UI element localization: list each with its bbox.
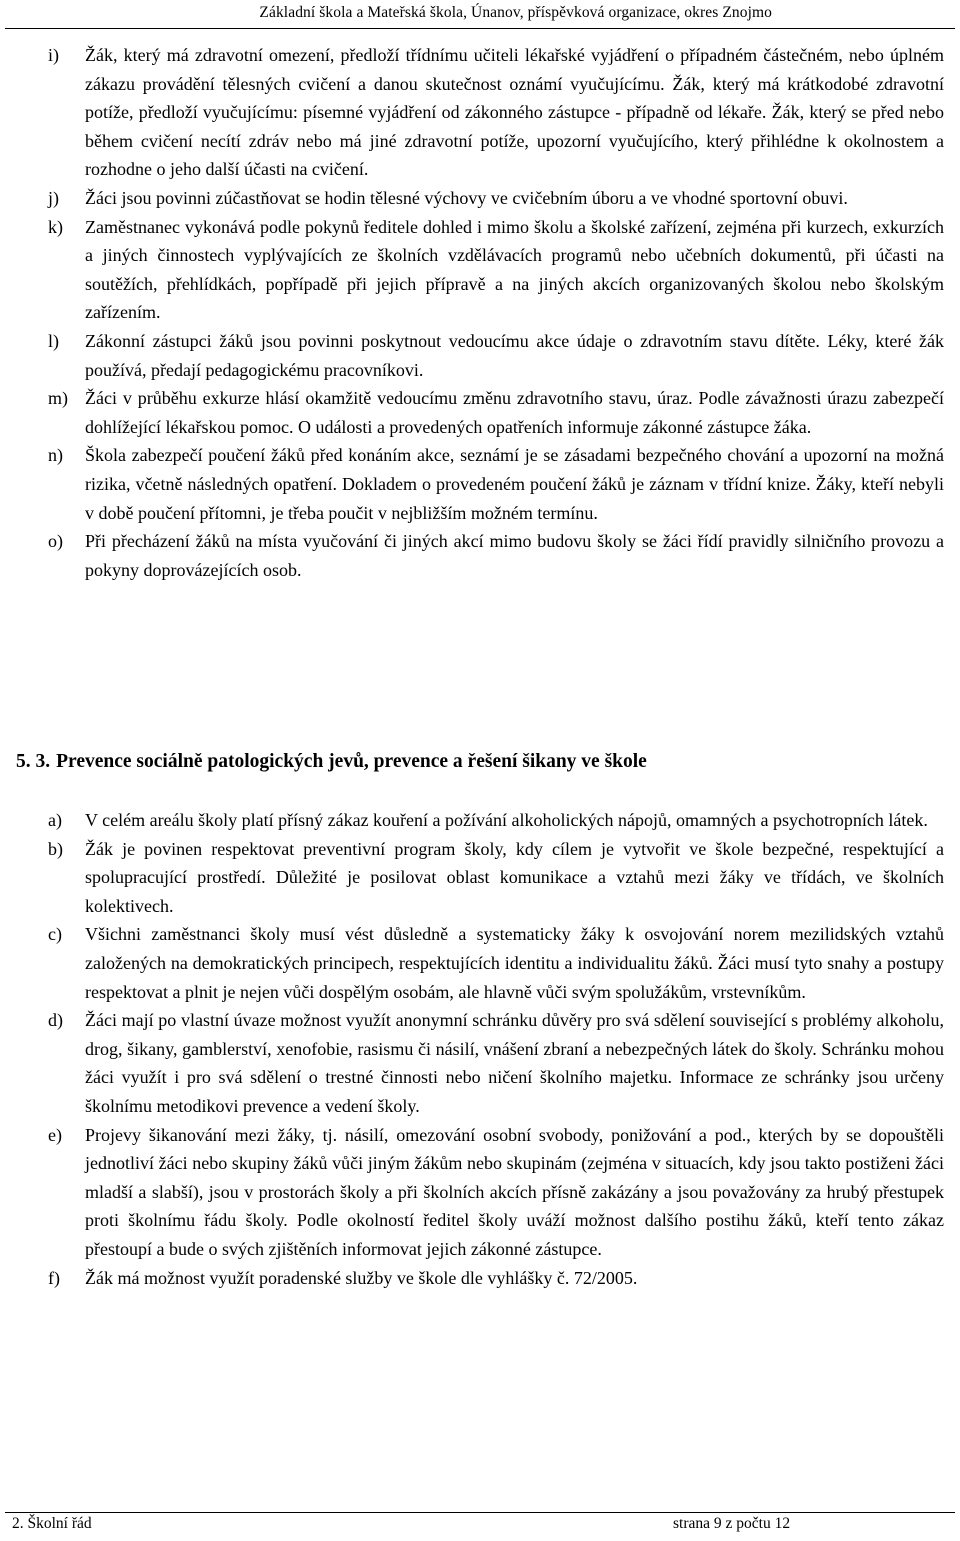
list-item bbox=[48, 327, 944, 384]
list-marker: k) bbox=[48, 216, 63, 237]
list-marker: d) bbox=[48, 1010, 63, 1031]
list-item bbox=[48, 384, 944, 441]
list-item bbox=[48, 1006, 944, 1120]
list-item bbox=[48, 1121, 944, 1264]
list-marker: f) bbox=[48, 1267, 60, 1288]
list-item-text: Žák, který má zdravotní omezení, předloží třídnímu učiteli lékařské vyjádření o případném částečném, nebo úplném zákazu provádění tělesných cvičení a danou skutečnost oznámí vyučujícímu. Žák, který má krátkodobé zdravotní potíže, předloží vyučujícímu: písemné vyjádření od zákonného zástupce - případně od lékaře. Žák, který se před nebo během cvičení necítí zdráv nebo má jiné zdravotní potíže, upozorní vyučujícího, který přihlédne k okolnostem a rozhodne o jeho další účasti na cvičení. bbox=[85, 45, 944, 180]
list-item-text: V celém areálu školy platí přísný zákaz kouření a požívání alkoholických nápojů, omamných a psychotropních látek. bbox=[85, 810, 928, 830]
list-item bbox=[48, 441, 944, 527]
list-marker: m) bbox=[48, 388, 68, 409]
list-item-text: Žáci jsou povinni zúčastňovat se hodin tělesné výchovy ve cvičebním úboru a ve vhodné sportovní obuvi. bbox=[85, 187, 848, 208]
list-item-text: Žák je povinen respektovat preventivní program školy, kdy cílem je vytvořit ve škole bezpečné, respektující a spolupracující prostředí. Důležité je posilovat oblast komunikace a vztahů mezi žáky ve třídách, ve školních kolektivech. bbox=[85, 838, 944, 916]
list-item bbox=[48, 835, 944, 921]
footer-document-title: 2. Školní řád bbox=[12, 1515, 92, 1532]
section-number: 5. 3. bbox=[16, 751, 51, 772]
list-item bbox=[48, 920, 944, 1006]
section-title: Prevence sociálně patologických jevů, prevence a řešení šikany ve škole bbox=[56, 751, 647, 772]
list-marker: n) bbox=[48, 445, 63, 466]
list-marker: c) bbox=[48, 924, 62, 945]
list-item bbox=[48, 1264, 944, 1293]
list-item-text: Projevy šikanování mezi žáky, tj. násilí, omezování osobní svobody, ponižování a pod., kterých by se dopouštěli jednotliví žáci nebo skupiny žáků vůči jiným žákům nebo skupinám (zejména v situacích, kdy jsou takto postiženi žáci mladší a slabší), jsou v prostorách školy a při školních akcích přísně zakázány a jsou považovány za hrubý přestupek proti školnímu řádu školy. Podle okolností ředitel školy uváží možnost dalšího postihu žáků, kteří tento zákaz přestoupí a bude o svých zjištěních informovat jejich zákonné zástupce. bbox=[85, 1124, 944, 1259]
list-item-text: Žáci v průběhu exkurze hlásí okamžitě vedoucímu změnu zdravotního stavu, úraz. Podle závažnosti úrazu zabezpečí dohlížející lékařskou pomoc. O události a provedených opatřeních informuje zákonné zástupce žáka. bbox=[85, 388, 944, 437]
list-item-text: Žáci mají po vlastní úvaze možnost využít anonymní schránku důvěry pro svá sdělení související s problémy alkoholu, drog, šikany, gamblerství, xenofobie, rasismu či násilí, vnášení zbraní a nebezpečných látek do školy. Schránku mohou žáci využít i pro svá sdělení o trestné činnosti nebo ničení školního majetku. Informace ze schránky jsou určeny školnímu metodikovi prevence a vedení školy. bbox=[85, 1010, 944, 1116]
list-item bbox=[48, 184, 944, 213]
list-item bbox=[48, 41, 944, 184]
list-marker: o) bbox=[48, 531, 63, 552]
section-heading bbox=[16, 751, 647, 773]
list-item-text: Zákonní zástupci žáků jsou povinni poskytnout vedoucímu akce údaje o zdravotním stavu dítěte. Léky, které žák používá, předají pedagogickému pracovníkovi. bbox=[85, 330, 944, 380]
list-item bbox=[48, 806, 944, 835]
list-item bbox=[48, 213, 944, 327]
footer-divider bbox=[5, 1512, 955, 1513]
page-header: Základní škola a Mateřská škola, Únanov, příspěvková organizace, okres Znojmo bbox=[259, 4, 772, 21]
list-item-text: Všichni zaměstnanci školy musí vést důsledně a systematicky žáky k osvojování norem mezilidských vztahů založených na demokratických principech, respektujících identitu a individualitu žáků. Žáci musí tyto snahy a postupy respektovat a plnit je nejen vůči dospělým osobám, ale hlavně vůči svým spolužákům, vrstevníkům. bbox=[85, 924, 944, 1002]
list-item bbox=[48, 527, 944, 584]
header-divider bbox=[5, 28, 955, 29]
list-marker: b) bbox=[48, 838, 63, 859]
list-item-text: Zaměstnanec vykonává podle pokynů ředitele dohled i mimo školu a školské zařízení, zejména při kurzech, exkurzích a jiných činnostech vyplývajících ze školních vzdělávacích programů nebo učebních dokumentů, při účasti na soutěžích, přehlídkách, popřípadě při jejich přípravě a na jiných akcích organizovaných školou nebo školským zařízením. bbox=[85, 216, 944, 323]
list-marker: e) bbox=[48, 1124, 62, 1145]
list-item-text: Žák má možnost využít poradenské služby ve škole dle vyhlášky č. 72/2005. bbox=[85, 1267, 638, 1288]
list-marker: a) bbox=[48, 810, 62, 830]
list-marker: j) bbox=[48, 187, 59, 208]
rules-list-continued bbox=[48, 41, 944, 584]
list-marker: l) bbox=[48, 330, 59, 351]
prevention-rules-list bbox=[48, 806, 944, 1292]
list-marker: i) bbox=[48, 45, 59, 65]
list-item-text: Škola zabezpečí poučení žáků před konáním akce, seznámí je se zásadami bezpečného chování a upozorní na možná rizika, včetně následných opatření. Dokladem o provedeném poučení žáků je záznam v třídní knize. Žáky, kteří nebyli v době poučení přítomni, je třeba poučit v nejbližším možném termínu. bbox=[85, 445, 944, 523]
footer-page-number: strana 9 z počtu 12 bbox=[673, 1515, 791, 1532]
list-item-text: Při přecházení žáků na místa vyučování či jiných akcí mimo budovu školy se žáci řídí pravidly silničního provozu a pokyny doprovázejících osob. bbox=[85, 531, 944, 580]
